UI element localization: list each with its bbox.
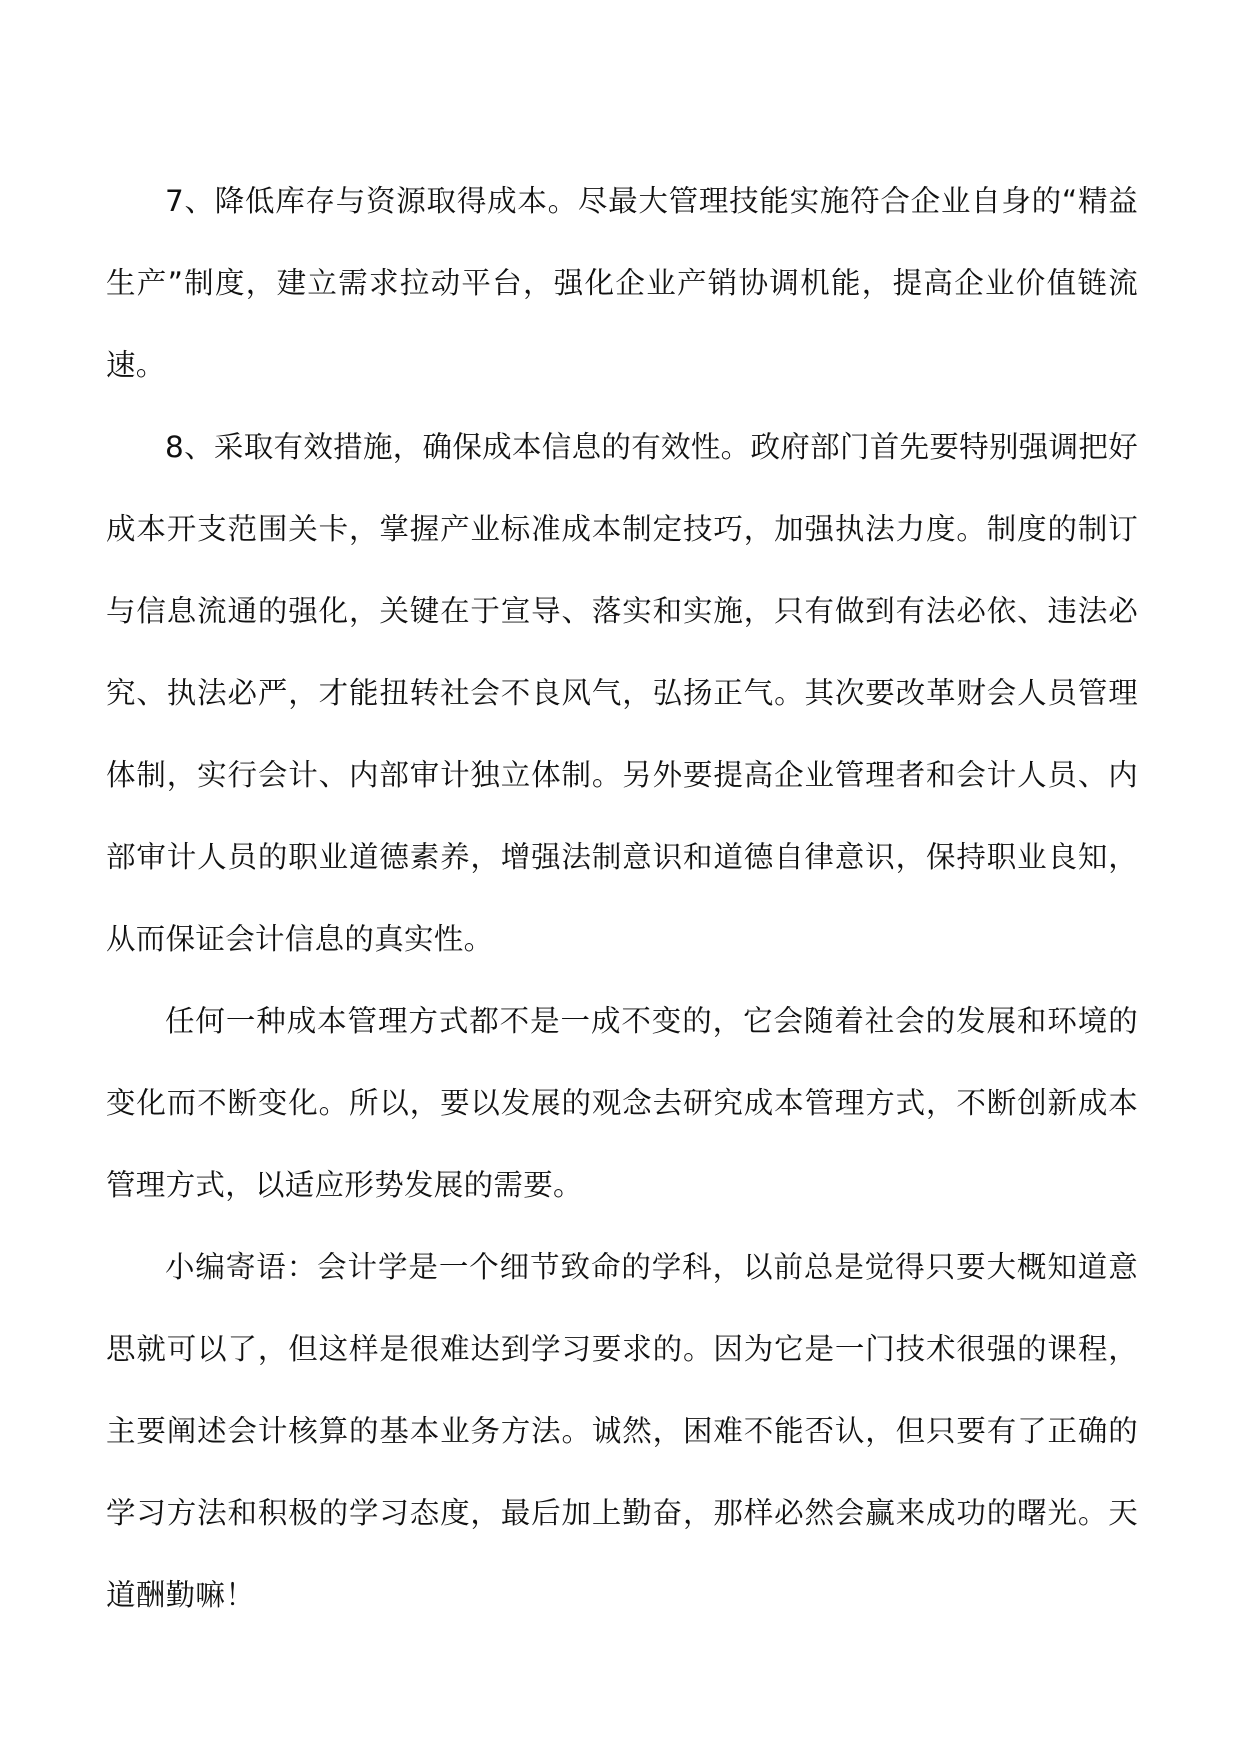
paragraph-cost-management: 任何一种成本管理方式都不是一成不变的，它会随着社会的发展和环境的变化而不断变化。所以，要以发展的观念去研究成本管理方式，不断创新成本管理方式，以适应形势发展的需要。 (106, 1004, 1138, 1202)
document-body (106, 160, 1138, 1636)
paragraph-item-7: 7、降低库存与资源取得成本。尽最大管理技能实施符合企业自身的“精益生产”制度，建立需求拉动平台，强化企业产销协调机能，提高企业价值链流速。 (106, 184, 1138, 382)
paragraph-item-8: 8、采取有效措施，确保成本信息的有效性。政府部门首先要特别强调把好成本开支范围关卡，掌握产业标准成本制定技巧，加强执法力度。制度的制订与信息流通的强化，关键在于宣导、落实和实施，只有做到有法必依、违法必究、执法必严，才能扭转社会不良风气，弘扬正气。其次要改革财会人员管理体制，实行会计、内部审计独立体制。另外要提高企业管理者和会计人员、内部审计人员的职业道德素养，增强法制意识和道德自律意识，保持职业良知，从而保证会计信息的真实性。 (106, 430, 1138, 956)
paragraph-editor-note: 小编寄语：会计学是一个细节致命的学科，以前总是觉得只要大概知道意思就可以了，但这样是很难达到学习要求的。因为它是一门技术很强的课程，主要阐述会计核算的基本业务方法。诚然，困难不能否认，但只要有了正确的学习方法和积极的学习态度，最后加上勤奋，那样必然会赢来成功的曙光。天道酬勤嘛！ (106, 1250, 1138, 1612)
